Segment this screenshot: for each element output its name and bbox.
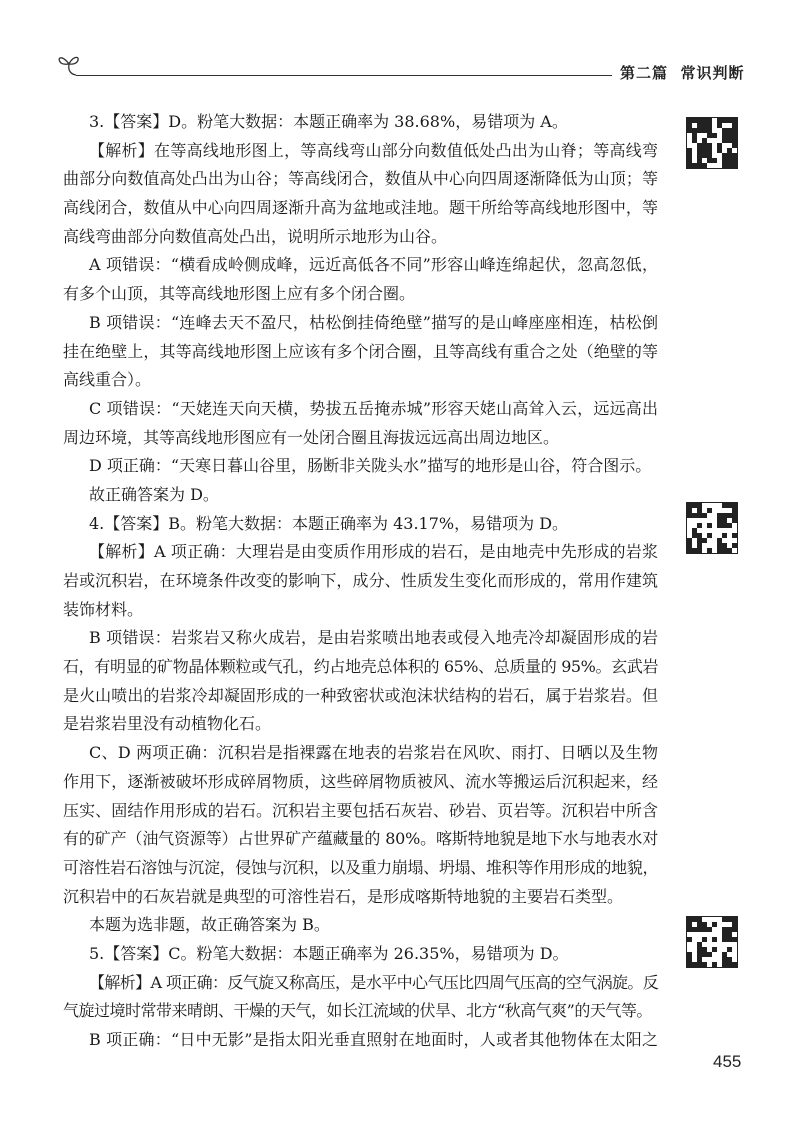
text-line: 周边环境，其等高线地形图应有一处闭合圈且海拔远远高出周边地区。 — [63, 427, 560, 447]
text-line: 气旋过境时常带来晴朗、干燥的天气，如长江流域的伏旱、北方“秋高气爽”的天气等。 — [63, 1001, 652, 1021]
paragraph — [63, 510, 658, 539]
text-line: 【解析】在等高线地形图上，等高线弯山部分向数值低处凸出为山脊；等高线弯 — [89, 140, 658, 160]
paragraph — [63, 1026, 658, 1055]
page-number: 455 — [713, 1052, 742, 1071]
text-line: 曲部分向数值高处凸出为山谷；等高线闭合，数值从中心向四周逐渐降低为山顶；等 — [63, 169, 658, 189]
text-line: 本题为选非题，故正确答案为 B。 — [89, 915, 330, 935]
text-line: 4.【答案】B。粉笔大数据：本题正确率为 43.17%，易错项为 D。 — [89, 513, 569, 533]
paragraph — [63, 624, 658, 739]
text-line: 高线闭合，数值从中心向四周逐渐升高为盆地或洼地。题干所给等高线地形图中，等 — [63, 198, 658, 218]
section-title: 第二篇 常识判断 — [620, 64, 745, 82]
text-line: 5.【答案】C。粉笔大数据：本题正确率为 26.35%，易错项为 D。 — [89, 943, 569, 963]
text-line: B 项正确：“日中无影”是指太阳光垂直照射在地面时，人或者其他物体在太阳之 — [89, 1030, 658, 1049]
text-line: 装饰材料。 — [63, 599, 144, 619]
paragraph — [63, 538, 658, 624]
text-line: 高线重合）。 — [63, 370, 152, 390]
text-line: 挂在绝壁上，其等高线地形图上应该有多个闭合圈，且等高线有重合之处（绝壁的等 — [63, 341, 658, 361]
text-line: 有的矿产（油气资源等）占世界矿产蕴藏量的 80%。喀斯特地貌是地下水与地表水对 — [63, 829, 658, 849]
header-rule — [76, 75, 612, 76]
paragraph — [63, 940, 658, 969]
paragraph — [63, 309, 658, 395]
paragraph — [63, 911, 658, 940]
text-line: 作用下，逐渐被破坏形成碎屑物质，这些碎屑物质被风、流水等搬运后沉积起来，经 — [63, 771, 658, 791]
qr-code-icon — [686, 916, 738, 968]
qr-code-icon — [686, 502, 738, 554]
text-line: 石，有明显的矿物晶体颗粒或气孔，约占地壳总体积的 65%、总质量的 95%。玄武岩 — [63, 657, 658, 677]
text-line: 可溶性岩石溶蚀与沉淀，侵蚀与沉积，以及重力崩塌、坍塌、堆积等作用形成的地貌， — [63, 857, 658, 877]
text-line: 沉积岩中的石灰岩就是典型的可溶性岩石，是形成喀斯特地貌的主要岩石类型。 — [63, 886, 624, 906]
text-line: C、D 两项正确：沉积岩是指裸露在地表的岩浆岩在风吹、雨打、日晒以及生物 — [89, 743, 658, 763]
text-line: 【解析】A 项正确：大理岩是由变质作用形成的岩石，是由地壳中先形成的岩浆 — [89, 542, 658, 562]
qr-code-icon — [686, 117, 738, 169]
text-line: 故正确答案为 D。 — [89, 484, 219, 504]
text-line: D 项正确：“天寒日暮山谷里，肠断非关陇头水”描写的地形是山谷，符合图示。 — [89, 456, 652, 476]
paragraph — [63, 969, 658, 1026]
text-line: 【解析】A 项正确：反气旋又称高压，是水平中心气压比四周气压高的空气涡旋。反 — [89, 972, 658, 992]
paragraph — [63, 395, 658, 452]
paragraph — [63, 481, 658, 510]
paragraph — [63, 739, 658, 911]
paragraph — [63, 137, 658, 252]
text-line: B 项错误：岩浆岩又称火成岩，是由岩浆喷出地表或侵入地壳冷却凝固形成的岩 — [89, 628, 658, 648]
text-line: 是岩浆岩里没有动植物化石。 — [63, 714, 272, 734]
text-line: 岩或沉积岩，在环境条件改变的影响下，成分、性质发生变化而形成的，常用作建筑 — [63, 571, 658, 590]
text-line: 压实、固结作用形成的岩石。沉积岩主要包括石灰岩、砂岩、页岩等。沉积岩中所含 — [63, 800, 658, 820]
text-line: 高线弯曲部分向数值高处凸出，说明所示地形为山谷。 — [63, 226, 448, 246]
text-line: C 项错误：“天姥连天向天横，势拔五岳掩赤城”形容天姥山高耸入云，远远高出 — [89, 398, 658, 418]
text-line: 有多个山顶，其等高线地形图上应有多个闭合圈。 — [63, 284, 416, 304]
document-body — [63, 108, 658, 1055]
paragraph — [63, 452, 658, 481]
text-line: 是火山喷出的岩浆冷却凝固形成的一种致密状或泡沫状结构的岩石，属于岩浆岩。但 — [63, 685, 658, 705]
paragraph — [63, 251, 658, 308]
text-line: A 项错误：“横看成岭侧成峰，远近高低各不同”形容山峰连绵起伏，忽高忽低， — [89, 255, 658, 275]
text-line: 3.【答案】D。粉笔大数据：本题正确率为 38.68%，易错项为 A。 — [89, 112, 568, 131]
text-line: B 项错误：“连峰去天不盈尺，枯松倒挂倚绝壁”描写的是山峰座座相连，枯松倒 — [89, 312, 658, 332]
paragraph — [63, 108, 658, 137]
